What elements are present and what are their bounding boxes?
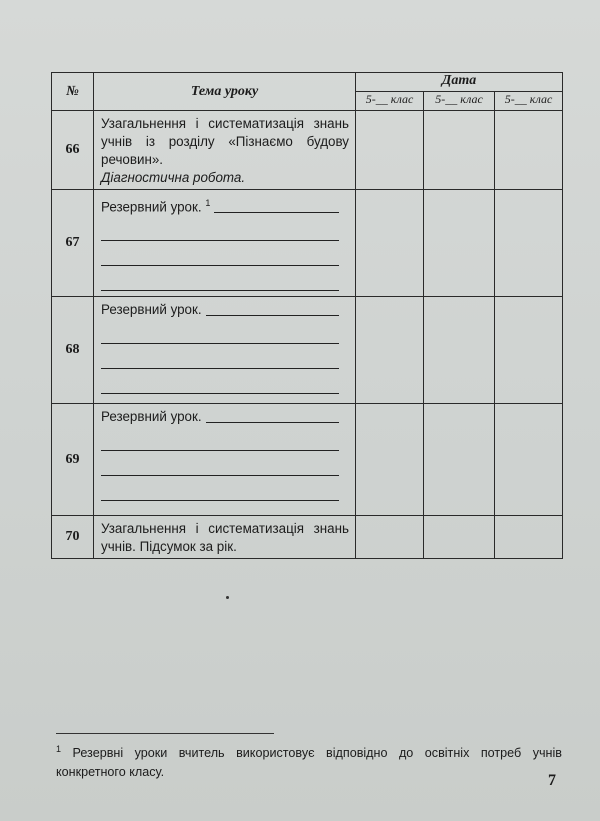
date-cell[interactable] <box>356 190 424 297</box>
topic-line: учнів. Підсумок за рік. <box>101 539 237 554</box>
topic-line: Узагальнення і систематизація знань <box>101 116 349 131</box>
footnote-divider <box>56 733 274 734</box>
date-cell[interactable] <box>424 516 495 559</box>
write-line[interactable] <box>206 315 339 316</box>
date-cell[interactable] <box>495 190 563 297</box>
write-line[interactable] <box>101 476 339 501</box>
write-line[interactable] <box>101 451 339 476</box>
lesson-number: 68 <box>52 297 94 404</box>
lesson-topic <box>94 516 356 559</box>
topic-line: Узагальнення і систематизація знань <box>101 521 349 536</box>
table-row <box>52 297 563 404</box>
date-cell[interactable] <box>356 297 424 404</box>
lesson-topic <box>94 404 356 516</box>
date-cell[interactable] <box>495 516 563 559</box>
lesson-topic <box>94 297 356 404</box>
table-row <box>52 111 563 190</box>
write-line[interactable] <box>101 344 339 369</box>
write-line[interactable] <box>101 369 339 394</box>
write-line[interactable] <box>101 426 339 451</box>
lesson-topic <box>94 190 356 297</box>
table-row <box>52 404 563 516</box>
date-cell[interactable] <box>356 516 424 559</box>
date-cell[interactable] <box>495 297 563 404</box>
date-cell[interactable] <box>495 111 563 190</box>
topic-line: речовин». <box>101 152 164 167</box>
table-row <box>52 190 563 297</box>
page-number: 7 <box>548 772 556 789</box>
date-cell[interactable] <box>424 404 495 516</box>
table-row <box>52 516 563 559</box>
footnote-text: Резервні уроки вчитель використовує відповідно до освітніх потреб учнів конкретного класу. <box>56 746 563 780</box>
header-class-2: 5-__ клас <box>424 92 495 111</box>
date-cell[interactable] <box>424 297 495 404</box>
lesson-number: 69 <box>52 404 94 516</box>
header-class-3: 5-__ клас <box>495 92 563 111</box>
write-line[interactable] <box>206 422 339 423</box>
reserve-lesson-label: Резервний урок. <box>101 199 202 215</box>
lesson-topic <box>94 111 356 190</box>
date-cell[interactable] <box>424 111 495 190</box>
date-cell[interactable] <box>495 404 563 516</box>
header-date: Дата <box>356 73 563 92</box>
write-line[interactable] <box>214 212 339 213</box>
write-line[interactable] <box>101 319 339 344</box>
lesson-number: 70 <box>52 516 94 559</box>
topic-note: Діагностична робота. <box>101 170 246 185</box>
lesson-plan-table <box>51 72 563 559</box>
date-cell[interactable] <box>356 111 424 190</box>
header-class-1: 5-__ клас <box>356 92 424 111</box>
write-line[interactable] <box>101 241 339 266</box>
footnote-marker: 1 <box>56 744 62 754</box>
reserve-lesson-label: Резервний урок. <box>101 302 202 317</box>
paper-speck <box>226 596 229 599</box>
date-cell[interactable] <box>356 404 424 516</box>
footnote <box>56 740 562 782</box>
header-number: № <box>52 73 94 111</box>
date-cell[interactable] <box>424 190 495 297</box>
write-line[interactable] <box>101 266 339 291</box>
write-line[interactable] <box>101 216 339 241</box>
footnote-ref: 1 <box>205 198 211 208</box>
lesson-number: 67 <box>52 190 94 297</box>
header-topic: Тема уроку <box>94 73 356 111</box>
reserve-lesson-label: Резервний урок. <box>101 409 202 424</box>
topic-line: учнів із розділу «Пізнаємо будову <box>101 134 349 149</box>
lesson-number: 66 <box>52 111 94 190</box>
